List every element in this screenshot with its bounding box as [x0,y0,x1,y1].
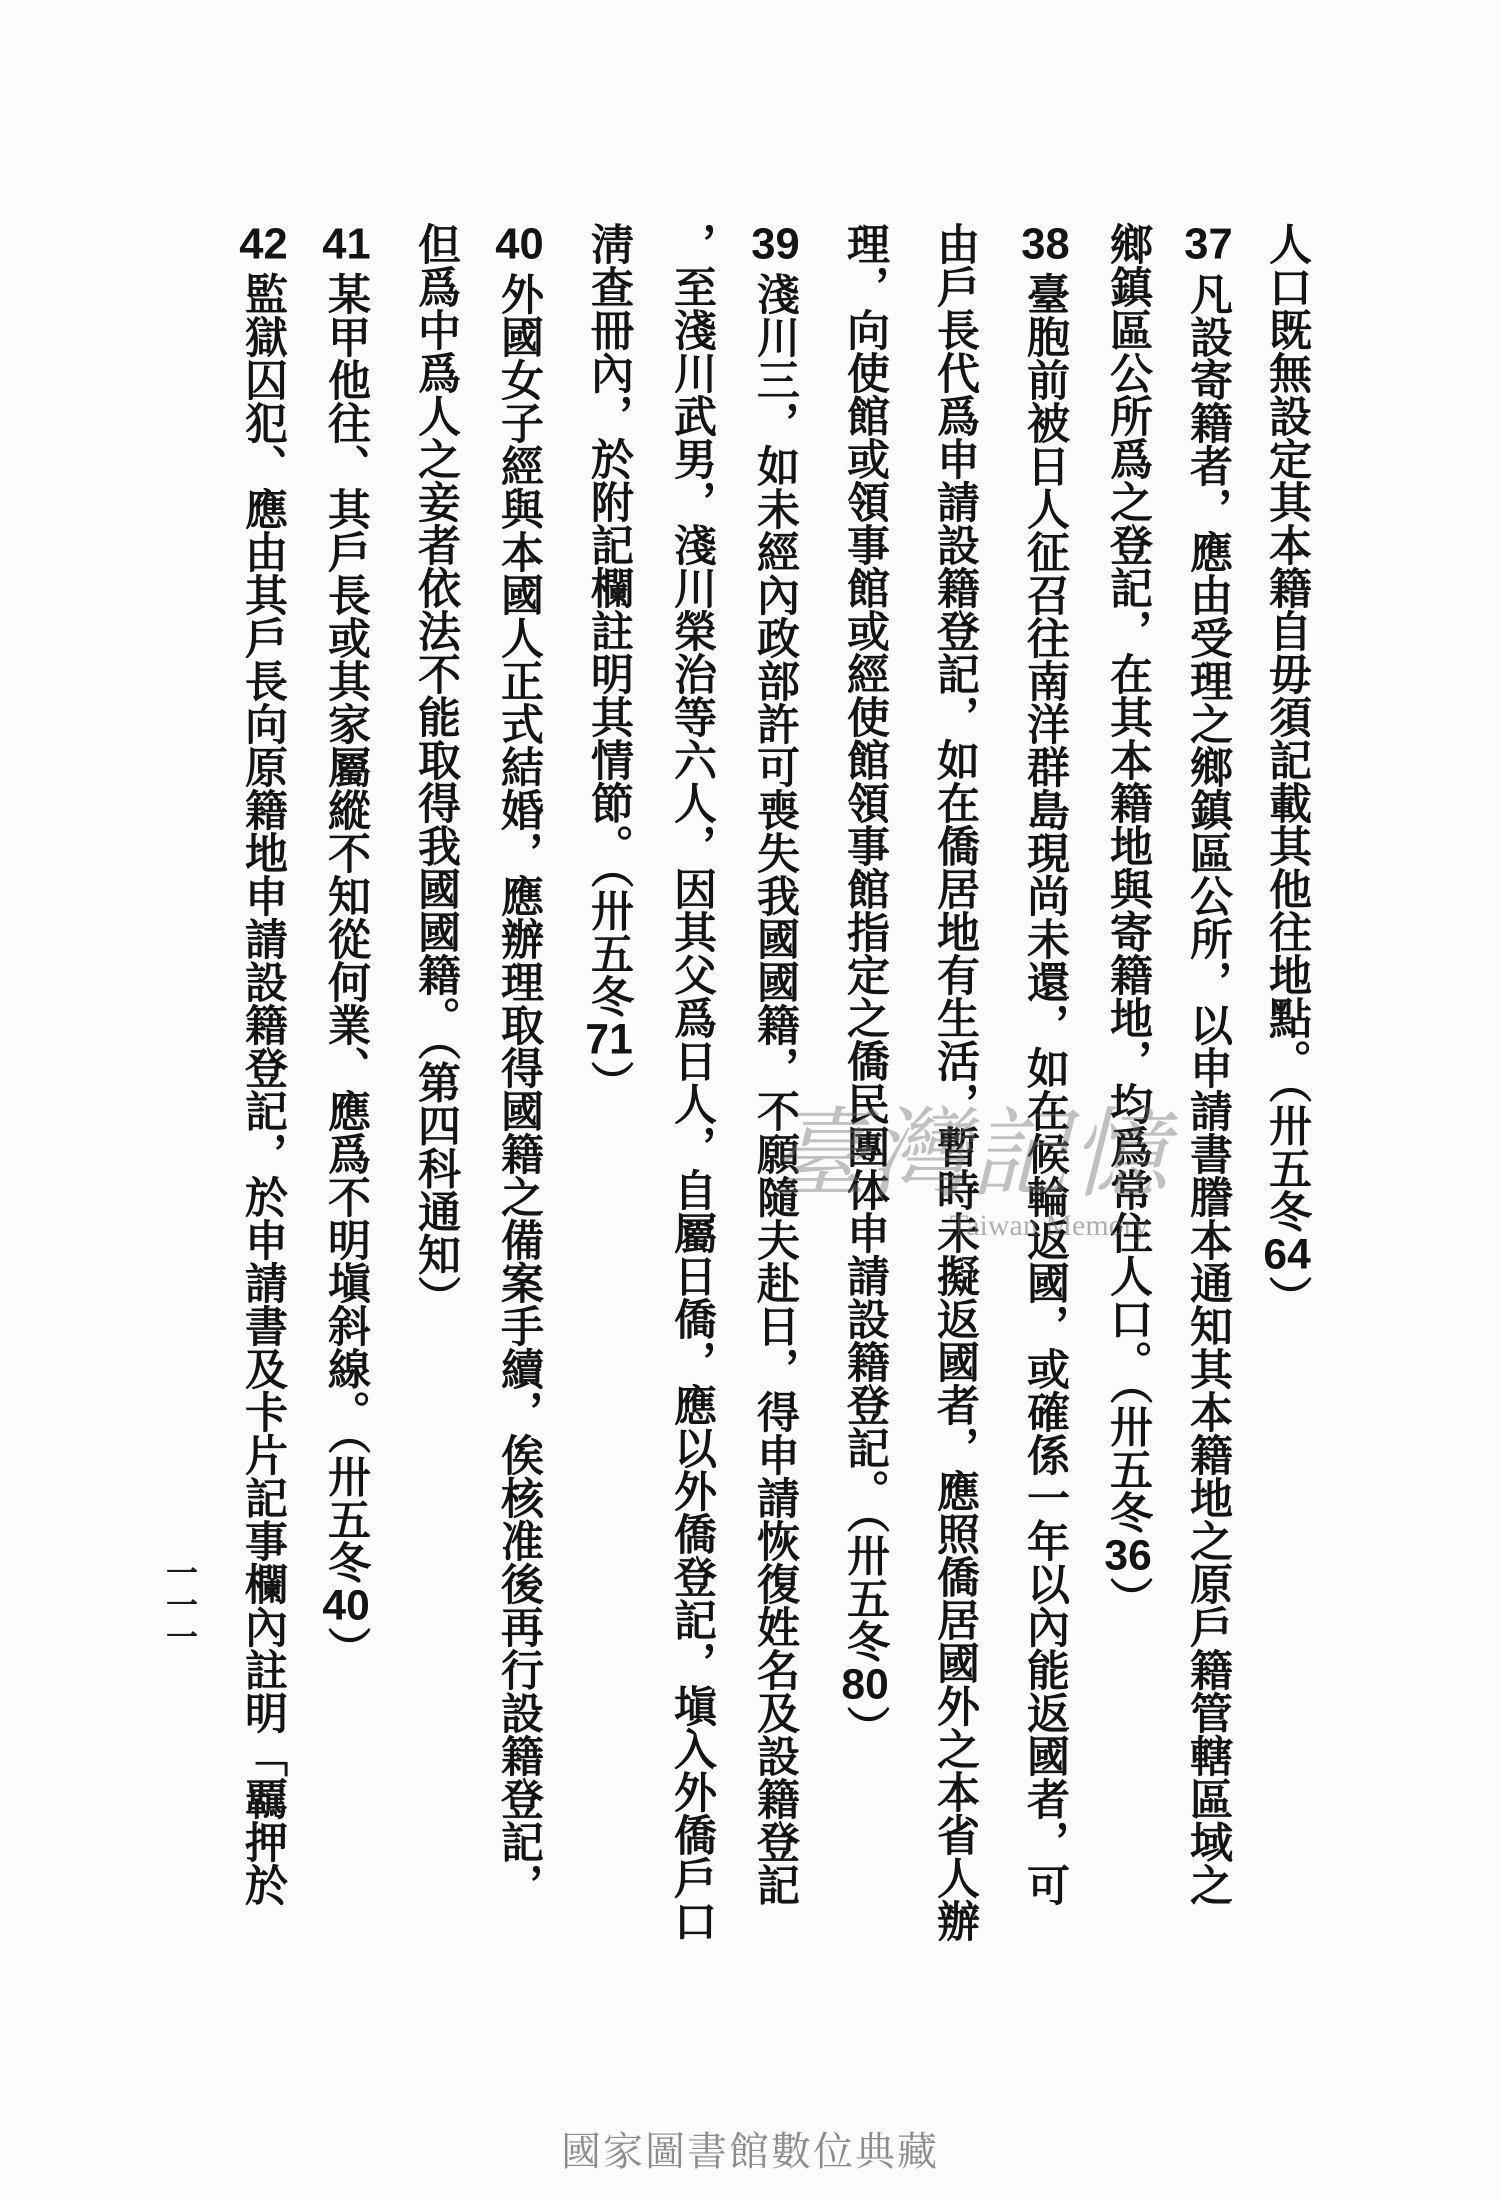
watermark-title: 臺灣記憶 [770,1098,1171,1212]
column-text: 理，向使館或領事館或經使館領事館指定之僑民團体申請設籍登記。（卅五冬80） [840,222,890,1749]
column-text: ，至淺川武男，淺川榮治等六人，因其父爲日人，自屬日僑，應以外僑登記，塡入外僑戶口 [667,222,717,1942]
text-column [668,222,716,2012]
text-column-item-37 [1184,222,1232,2012]
column-text: 但爲中爲人之妾者依法不能取得我國國籍。（第四科通知） [411,222,461,1319]
item-number: 37 [1184,222,1233,266]
item-number: 42 [239,222,288,266]
text-column [1263,222,1311,2012]
upright-digits: 80 [841,1662,889,1706]
column-text: 淸查冊內，於附記欄註明其情節。（卅五冬71） [584,222,634,1104]
column-text: 由戶長代爲申請設籍登記，如在僑居地有生活，暫時未擬返國者，應照僑居國外之本省人辦 [930,222,980,1942]
text-column-item-41 [322,222,370,2012]
item-number: 41 [322,222,371,266]
item-number: 38 [1021,222,1070,266]
column-text: 人口既無設定其本籍自毋須記載其他往地點。（卅五冬64） [1262,222,1312,1319]
column-text: 某甲他往、其戶長或其家屬縱不知從何業、應爲不明塡斜線。（卅五冬40） [321,272,371,1670]
upright-digits: 71 [585,1017,633,1061]
text-column-item-40 [495,222,543,2012]
text-column-item-42 [239,222,287,2012]
column-text: 凡設寄籍者，應由受理之鄉鎮區公所，以申請書謄本通知其本籍地之原戶籍管轄區域之 [1183,272,1233,1906]
column-text: 臺胞前被日人征召往南洋群島現尚未還，如在候輪返國，或確係一年以內能返國者，可 [1020,272,1070,1906]
column-text: 淺川三，如未經內政部許可喪失我國國籍，不願隨夫赴日，得申請恢復姓名及設籍登記 [750,272,800,1906]
item-number: 40 [495,222,544,266]
upright-digits: 36 [1104,1533,1152,1577]
page-number: 一一一 [161,1556,199,1652]
upright-digits: 64 [1263,1232,1311,1276]
column-text: 外國女子經與本國人正式結婚，應辦理取得國籍之備案手續，俟核准後再行設籍登記， [494,272,544,1906]
column-text: 監獄囚犯、應由其戶長向原籍地申請設籍登記，於申請書及卡片記事欄內註明「覊押於 [238,272,288,1906]
text-column [585,222,633,2012]
footer-credit: 國家圖書館數位典藏 [561,2129,939,2175]
item-number: 39 [751,222,800,266]
column-text: 鄉鎮區公所爲之登記，在其本籍地與寄籍地，均爲常住人口。（卅五冬36） [1103,222,1153,1620]
text-column [412,222,460,2012]
watermark-subtitle: Taiwan Memory [950,1209,1149,1242]
upright-digits: 40 [322,1583,370,1627]
